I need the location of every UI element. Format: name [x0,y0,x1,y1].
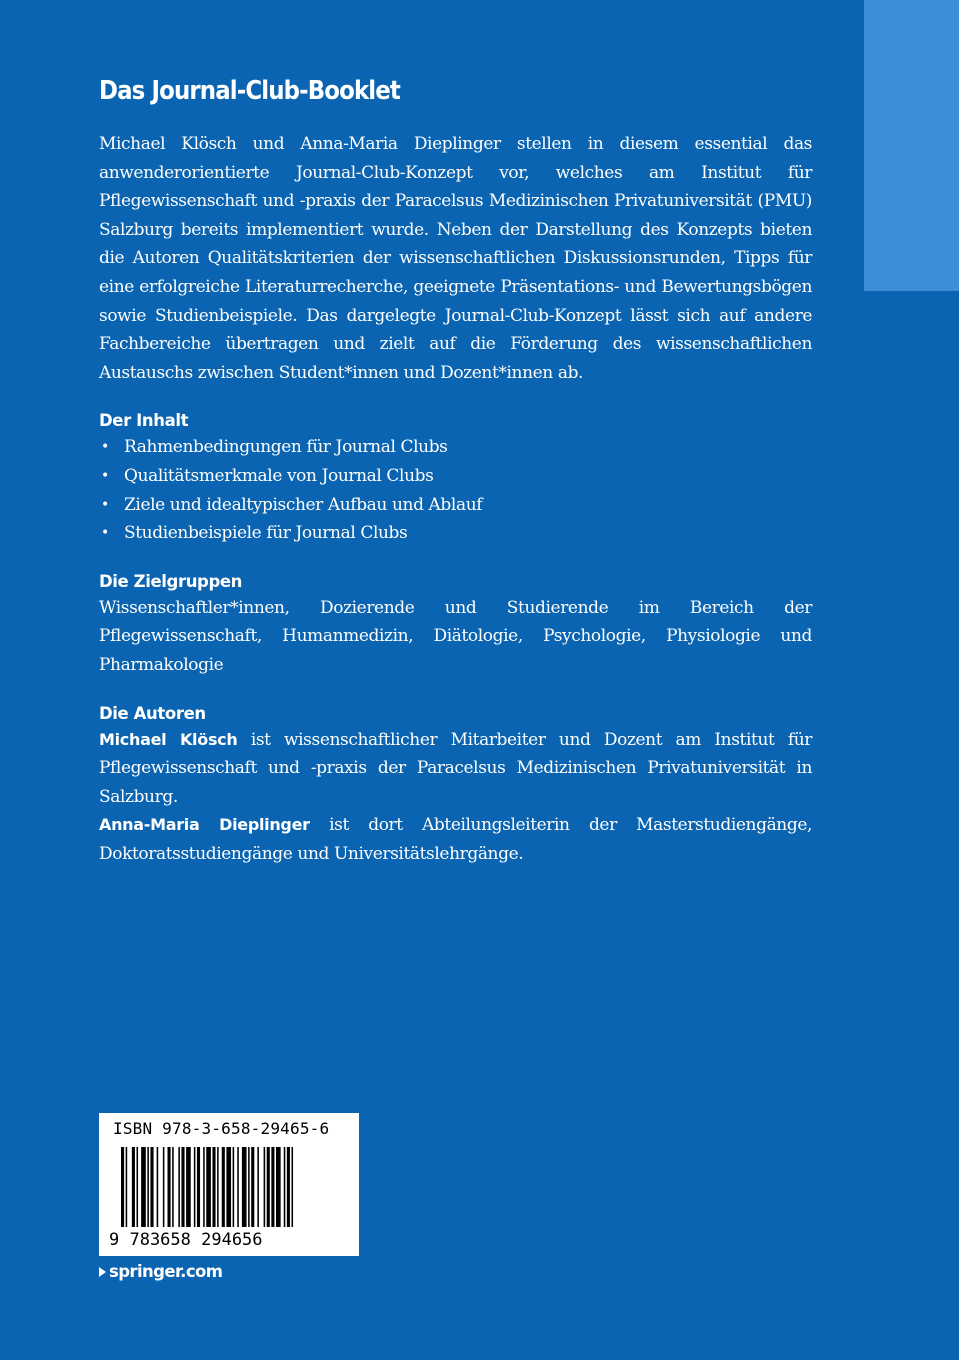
contents-list [99,433,812,547]
book-title: Das Journal-Club-Booklet [99,76,400,106]
back-cover-content [99,72,812,868]
section-heading-autoren: Die Autoren [99,703,206,723]
section-autoren [99,702,812,869]
author-name: Michael Klösch [99,729,238,749]
intro-paragraph: Michael Klösch und Anna-Maria Dieplinger stellen in diesem essential das anwenderorientierte Journal-Club-Konzept vor, welches am Institut für Pflegewissenschaft und -praxis der Paracelsus Medizinischen Privatuniversität (PMU) Salzburg bereits implementiert wurde. Neben der Darstellung des Konzepts bieten die Autoren Qualitätskriterien der wissenschaftlichen Diskussionsrunden, Tipps für eine erfolgreiche Literaturrecherche, geeignete Präsentations- und Bewertungsbögen sowie Studienbeispiele. Das dargelegte Journal-Club-Konzept lässt sich auf andere Fachbereiche übertragen und zielt auf die Förderung des wissenschaftlichen Austauschs zwischen Student*innen und Dozent*innen ab. [99,134,812,383]
author-bio-1: Michael Klösch ist wissenschaftlicher Mitarbeiter und Dozent am Institut für Pflegewissenschaft und -praxis der Paracelsus Medizinischen Privatuniversität in Salzburg. [99,729,812,807]
accent-tab [864,0,959,291]
target-groups-text: Wissenschaftler*innen, Dozierende und Studierende im Bereich der Pflegewissenschaft, Humanmedizin, Diätologie, Psychologie, Physiologie und Pharmakologie [99,597,812,675]
barcode-digits: 9 783658 294656 [109,1230,263,1250]
list-item: • Studienbeispiele für Journal Clubs [101,523,408,544]
list-item: • Rahmenbedingungen für Journal Clubs [101,437,448,458]
author-name: Anna-Maria Dieplinger [99,815,310,835]
section-inhalt [99,409,812,547]
isbn-barcode [99,1113,359,1256]
list-item: • Qualitätsmerkmale von Journal Clubs [101,465,434,486]
section-heading-inhalt: Der Inhalt [99,411,189,431]
springer-link[interactable]: springer.com [99,1262,222,1281]
isbn-label: ISBN 978-3-658-29465-6 [113,1119,330,1138]
section-zielgruppen [99,570,812,680]
author-bio-2: Anna-Maria Dieplinger ist dort Abteilungsleiterin der Masterstudiengänge, Doktoratsstudiengänge und Universitätslehrgänge. [99,815,812,864]
list-item: • Ziele und idealtypischer Aufbau und Ablauf [101,494,483,515]
triangle-right-icon [99,1267,106,1277]
barcode-bars [107,1147,351,1233]
section-heading-zielgruppen: Die Zielgruppen [99,571,243,591]
